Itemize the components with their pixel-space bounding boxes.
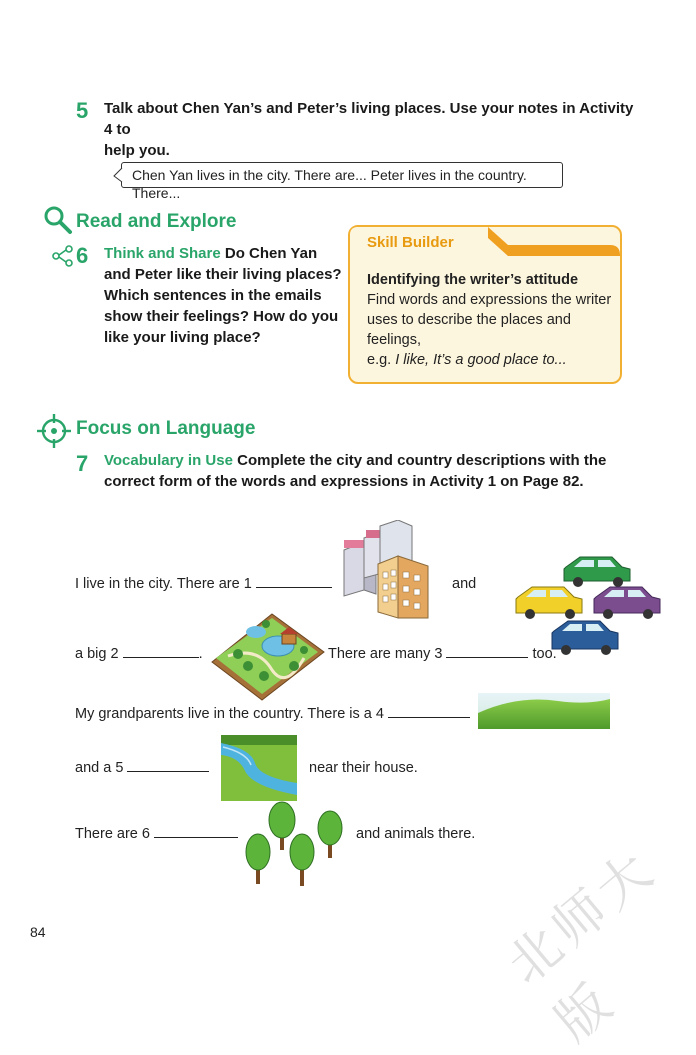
sentence-2-text: a big 2 (75, 646, 119, 662)
yellow-car-icon (516, 587, 582, 619)
activity-6-number: 6 (76, 243, 89, 268)
skill-builder-example: I like, It’s a good place to... (395, 352, 567, 368)
sentence-4 (75, 760, 209, 776)
focus-language-title: Focus on Language (76, 418, 256, 439)
share-icon (52, 245, 74, 267)
blank-2[interactable] (123, 657, 199, 658)
target-icon (36, 413, 72, 449)
activity-6-text (104, 243, 344, 348)
sentence-1-text: I live in the city (75, 576, 170, 592)
blue-car-icon (552, 621, 618, 655)
vocabulary-label: Vocabulary in Use (104, 452, 233, 469)
sentence-1-and: and (452, 576, 477, 592)
purple-car-icon (594, 587, 660, 619)
sentence-2-part-2 (328, 646, 557, 662)
blank-6[interactable] (154, 837, 238, 838)
activity-6-line-1: Do Chen Yan (224, 245, 318, 262)
sentence-2 (75, 646, 203, 662)
activity-5-line-1: Talk about Chen Yan’s and Peter’s living places. Use your notes in Activity 4 to (104, 100, 634, 138)
sentence-3-text: My grandparents live in the country. There is a 4 (75, 706, 384, 722)
activity-5-line-2: help you. (104, 142, 170, 159)
sentence-3 (75, 706, 470, 722)
read-explore-title: Read and Explore (76, 211, 237, 232)
hill-image (478, 693, 610, 729)
page-number: 84 (30, 924, 46, 940)
skill-builder-title: Skill Builder (367, 234, 454, 251)
sentence-2-dot: . (198, 646, 203, 662)
sentence-1-mid: There are 1 (173, 576, 252, 592)
activity-7-line-2: correct form of the words and expressions in Activity 1 on Page 82. (104, 473, 584, 490)
skill-builder-line-1: Find words and expressions the writer (367, 292, 612, 308)
speech-bubble: Chen Yan lives in the city. There are... Peter lives in the country. There... (121, 162, 563, 188)
river-image (221, 735, 297, 801)
skill-builder-heading: Identifying the writer’s attitude (367, 272, 579, 288)
trees-image (238, 800, 348, 888)
blank-1[interactable] (256, 587, 332, 588)
park-image (208, 610, 326, 704)
sentence-2-mid: There are many 3 (328, 646, 443, 662)
sentence-2-end: too. (532, 646, 557, 662)
sentence-5-text: There are 6 (75, 826, 150, 842)
activity-6-line-4: show their feelings? How do you (104, 308, 339, 325)
watermark: 北师大版 (496, 838, 669, 1054)
sentence-1-dot: . (169, 576, 174, 592)
speech-bubble-tail (113, 166, 125, 186)
activity-7-text (104, 450, 664, 492)
blank-5[interactable] (127, 771, 209, 772)
activity-5-instruction (104, 98, 644, 161)
skill-builder-line-2: uses to describe the places and feelings, (367, 312, 571, 348)
activity-6-line-3: Which sentences in the emails (104, 287, 322, 304)
sentence-4-end: near their house. (309, 760, 418, 776)
activity-6-line-2: and Peter like their living places? (104, 266, 342, 283)
blank-4[interactable] (388, 717, 470, 718)
sentence-4-text: and a 5 (75, 760, 124, 776)
blank-3[interactable] (446, 657, 528, 658)
magnifier-icon (42, 205, 74, 235)
sentence-5 (75, 826, 238, 842)
sentence-5-end: and animals there. (356, 826, 476, 842)
skill-builder-eg: e.g. (367, 352, 392, 368)
activity-6-line-5: like your living place? (104, 329, 261, 346)
activity-7-line-1: Complete the city and country descriptions with the (237, 452, 607, 469)
activity-5-number: 5 (76, 98, 89, 123)
green-car-icon (564, 557, 630, 587)
think-share-label: Think and Share (104, 245, 221, 262)
buildings-image (336, 520, 436, 620)
activity-7-number: 7 (76, 451, 89, 476)
skill-builder-content (367, 270, 617, 370)
sentence-1 (75, 576, 332, 592)
